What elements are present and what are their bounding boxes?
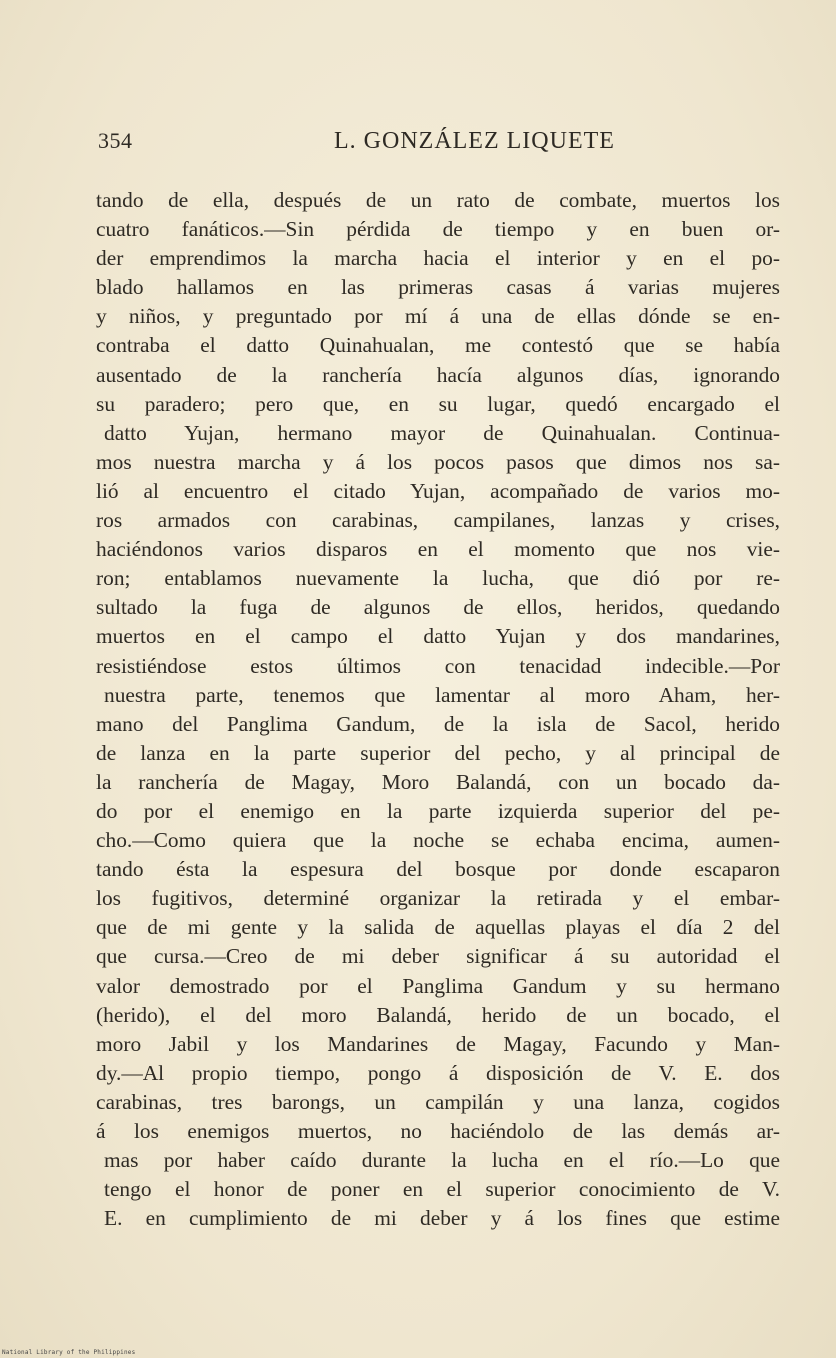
- text-line: á los enemigos muertos, no haciéndolo de las demás ar-: [96, 1119, 780, 1143]
- text-line: ros armados con carabinas, campilanes, lanzas y crises,: [96, 508, 780, 533]
- text-line: valor demostrado por el Panglima Gandum y su hermano: [96, 973, 780, 998]
- text-line: tengo el honor de poner en el superior conocimiento de V.: [104, 1177, 780, 1202]
- text-line: mos nuestra marcha y á los pocos pasos que dimos nos sa-: [96, 449, 780, 474]
- text-line: dy.—Al propio tiempo, pongo á disposición de V. E. dos: [96, 1060, 780, 1085]
- text-line: mas por haber caído durante la lucha en el río.—Lo que: [104, 1148, 780, 1173]
- text-line: do por el enemigo en la parte izquierda superior del pe-: [96, 798, 780, 823]
- text-line: mano del Panglima Gandum, de la isla de Sacol, herido: [96, 711, 780, 736]
- text-line: de lanza en la parte superior del pecho, y al principal de: [96, 740, 780, 765]
- text-line: nuestra parte, tenemos que lamentar al moro Aham, her-: [104, 682, 780, 707]
- text-line: que cursa.—Creo de mi deber significar á su autoridad el: [96, 944, 780, 969]
- text-line: que de mi gente y la salida de aquellas playas el día 2 del: [96, 915, 780, 940]
- text-line: (herido), el del moro Balandá, herido de un bocado, el: [96, 1002, 780, 1027]
- text-line: cuatro fanáticos.—Sin pérdida de tiempo y en buen or-: [96, 217, 780, 242]
- text-line: y niños, y preguntado por mí á una de ellas dónde se en-: [96, 304, 780, 329]
- text-line: ausentado de la ranchería hacía algunos días, ignorando: [96, 362, 780, 387]
- text-line: sultado la fuga de algunos de ellos, heridos, quedando: [96, 595, 780, 620]
- text-line: contraba el datto Quinahualan, me contestó que se había: [96, 333, 780, 358]
- page-header: [98, 124, 778, 160]
- text-line: moro Jabil y los Mandarines de Magay, Facundo y Man-: [96, 1031, 780, 1056]
- footer-credit: National Library of the Philippines: [2, 1349, 136, 1356]
- text-line: los fugitivos, determiné organizar la retirada y el embar-: [96, 886, 780, 911]
- text-line: blado hallamos en las primeras casas á varias mujeres: [96, 275, 780, 300]
- text-line: haciéndonos varios disparos en el momento que nos vie-: [96, 537, 780, 562]
- text-line: lió al encuentro el citado Yujan, acompañado de varios mo-: [96, 478, 780, 503]
- text-line: tando ésta la espesura del bosque por donde escaparon: [96, 857, 780, 882]
- text-line: su paradero; pero que, en su lugar, quedó encargado el: [96, 391, 780, 416]
- text-line: carabinas, tres barongs, un campilán y una lanza, cogidos: [96, 1089, 780, 1114]
- text-line: la ranchería de Magay, Moro Balandá, con un bocado da-: [96, 769, 780, 794]
- page-number: 354: [98, 128, 133, 153]
- text-line: ron; entablamos nuevamente la lucha, que dió por re-: [96, 566, 780, 591]
- text-line: tando de ella, después de un rato de combate, muertos los: [96, 188, 780, 212]
- body-text: [96, 186, 780, 1233]
- text-line: muertos en el campo el datto Yujan y dos mandarines,: [96, 624, 780, 649]
- text-line: cho.—Como quiera que la noche se echaba encima, aumen-: [96, 828, 780, 853]
- text-line: datto Yujan, hermano mayor de Quinahualan. Continua-: [104, 420, 780, 445]
- running-head: L. GONZÁLEZ LIQUETE: [334, 128, 615, 154]
- text-line: der emprendimos la marcha hacia el interior y en el po-: [96, 246, 780, 271]
- text-line: E. en cumplimiento de mi deber y á los fines que estime: [104, 1206, 780, 1231]
- text-line: resistiéndose estos últimos con tenacidad indecible.—Por: [96, 653, 780, 678]
